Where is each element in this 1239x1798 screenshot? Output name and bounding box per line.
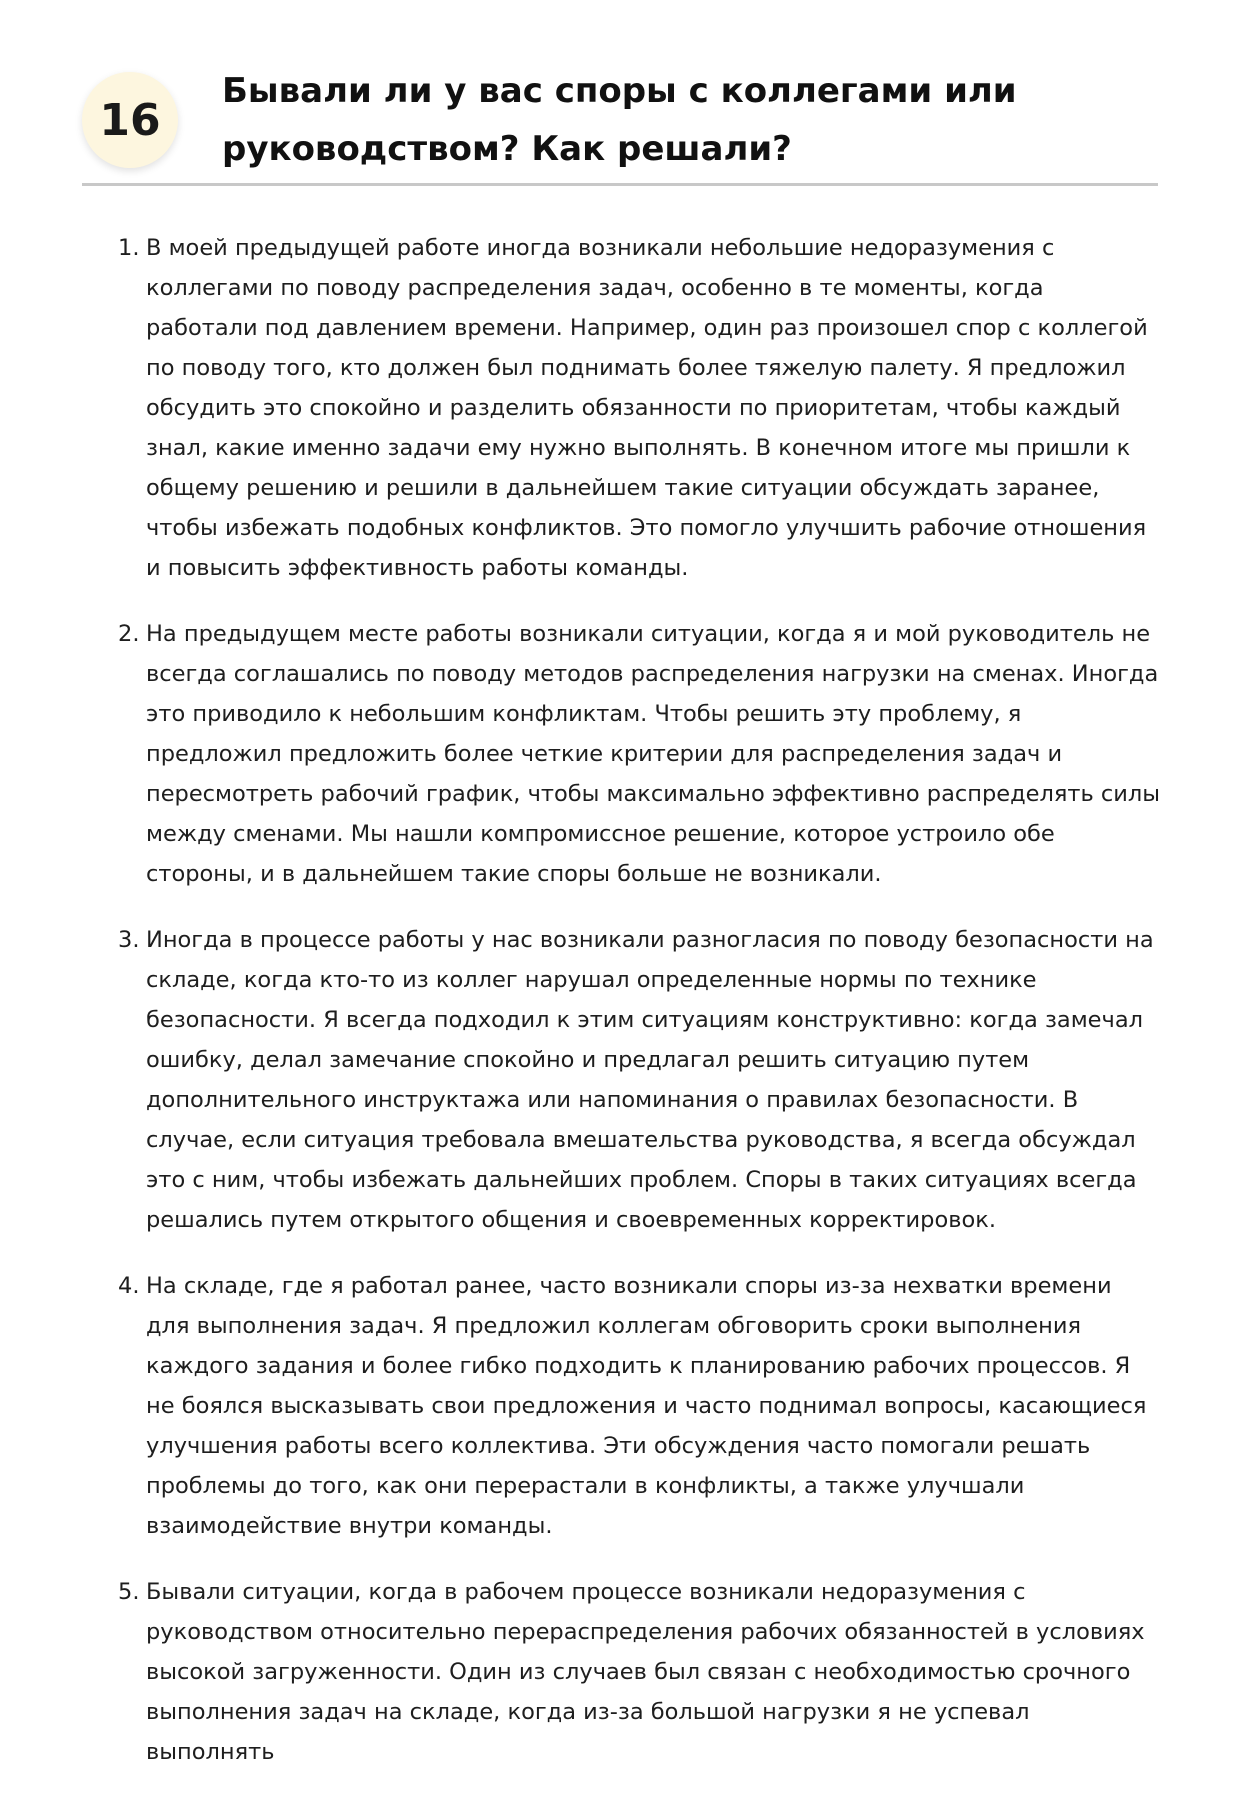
question-number-badge: 16 [82,72,178,168]
list-item-text: На складе, где я работал ранее, часто возникали споры из-за нехватки времени для выполнения задач. Я предложил коллегам обговорить сроки выполнения каждого задания и более гибко подходить к планированию рабочих процессов. Я не боялся высказывать свои предложения и часто поднимал вопросы, касающиеся улучшения работы всего коллектива. Эти обсуждения часто помогали решать проблемы до того, как они перерастали в конфликты, а также улучшали взаимодействие внутри команды. [146,1273,1147,1539]
question-title: Бывали ли у вас споры с коллегами или руководством? Как решали? [222,71,1017,169]
list-item [118,614,1162,894]
list-item-number: 2. [118,621,140,647]
list-item-number: 1. [118,235,140,261]
list-item-number: 5. [118,1579,140,1605]
list-item-number: 3. [118,927,140,953]
answers-list [118,228,1162,1798]
list-item-text: Бывали ситуации, когда в рабочем процессе возникали недоразумения с руководством относительно перераспределения рабочих обязанностей в условиях высокой загруженности. Один из случаев был связан с необходимостью срочного выполнения задач на складе, когда из-за большой нагрузки я не успевал выполнять [146,1579,1145,1765]
list-item [118,920,1162,1240]
list-item-number: 4. [118,1273,140,1299]
list-item [118,228,1162,588]
list-item [118,1572,1162,1772]
list-item-text: На предыдущем месте работы возникали ситуации, когда я и мой руководитель не всегда соглашались по поводу методов распределения нагрузки на сменах. Иногда это приводило к небольшим конфликтам. Чтобы решить эту проблему, я предложил предложить более четкие критерии для распределения задач и пересмотреть рабочий график, чтобы максимально эффективно распределять силы между сменами. Мы нашли компромиссное решение, которое устроило обе стороны, и в дальнейшем такие споры больше не возникали. [146,621,1161,887]
list-item-text: Иногда в процессе работы у нас возникали разногласия по поводу безопасности на складе, когда кто-то из коллег нарушал определенные нормы по технике безопасности. Я всегда подходил к этим ситуациям конструктивно: когда замечал ошибку, делал замечание спокойно и предлагал решить ситуацию путем дополнительного инструктажа или напоминания о правилах безопасности. В случае, если ситуация требовала вмешательства руководства, я всегда обсуждал это с ним, чтобы избежать дальнейших проблем. Споры в таких ситуациях всегда решались путем открытого общения и своевременных корректировок. [146,927,1154,1233]
list-item [118,1266,1162,1546]
question-header [82,52,1158,186]
list-item-text: В моей предыдущей работе иногда возникали небольшие недоразумения с коллегами по поводу распределения задач, особенно в те моменты, когда работали под давлением времени. Например, один раз произошел спор с коллегой по поводу того, кто должен был поднимать более тяжелую палету. Я предложил обсудить это спокойно и разделить обязанности по приоритетам, чтобы каждый знал, какие именно задачи ему нужно выполнять. В конечном итоге мы пришли к общему решению и решили в дальнейшем такие ситуации обсуждать заранее, чтобы избежать подобных конфликтов. Это помогло улучшить рабочие отношения и повысить эффективность работы команды. [146,235,1148,581]
